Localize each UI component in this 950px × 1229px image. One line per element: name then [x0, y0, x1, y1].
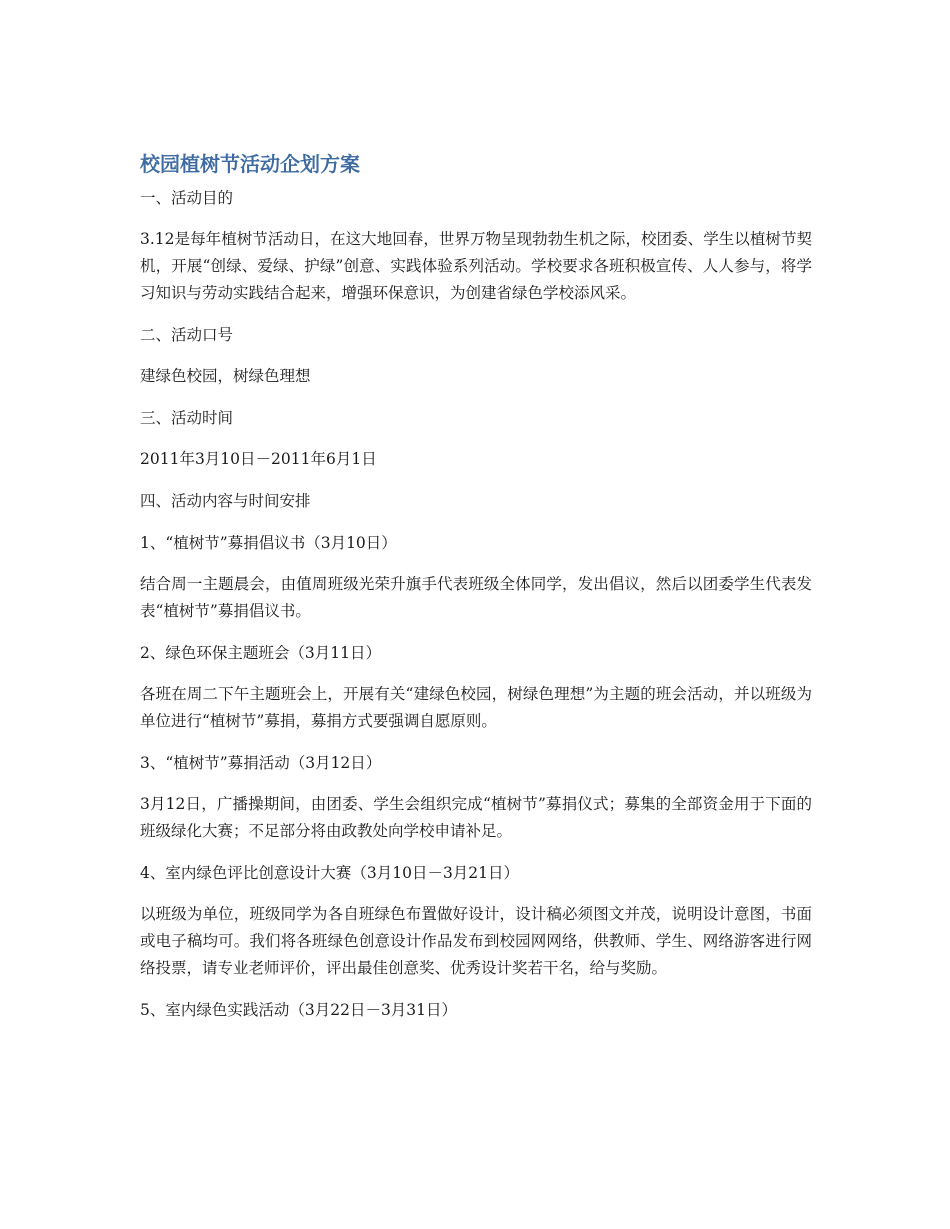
- paragraph-purpose: 3.12是每年植树节活动日，在这大地回春，世界万物呈现勃勃生机之际，校团委、学生以植树节契机，开展“创绿、爱绿、护绿”创意、实践体验系列活动。学校要求各班积极宣传、人人参与，将学习知识与劳动实践结合起来，增强环保意识，为创建省绿色学校添风采。: [140, 230, 812, 302]
- paragraph-time: 2011年3月10日－2011年6月1日: [140, 450, 377, 468]
- item-paragraph-2: 各班在周二下午主题班会上，开展有关“建绿色校园，树绿色理想”为主题的班会活动，并以班级为单位进行“植树节”募捐，募捐方式要强调自愿原则。: [140, 685, 812, 730]
- document-page: [140, 148, 812, 1038]
- section-heading-time: 三、活动时间: [140, 409, 234, 427]
- item-paragraph-4: 以班级为单位，班级同学为各自班绿色布置做好设计，设计稿必须图文并茂，说明设计意图，书面或电子稿均可。我们将各班绿色创意设计作品发布到校园网网络，供教师、学生、网络游客进行网络投票，请专业老师评价，评出最佳创意奖、优秀设计奖若干名，给与奖励。: [140, 905, 812, 977]
- item-heading-3: 3、“植树节”募捐活动（3月12日）: [140, 754, 382, 772]
- section-heading-slogan: 二、活动口号: [140, 326, 234, 344]
- paragraph-slogan: 建绿色校园，树绿色理想: [140, 367, 311, 385]
- section-heading-purpose: 一、活动目的: [140, 189, 234, 207]
- item-heading-1: 1、“植树节”募捐倡议书（3月10日）: [140, 534, 397, 552]
- section-heading-content: 四、活动内容与时间安排: [140, 492, 311, 510]
- item-paragraph-1: 结合周一主题晨会，由值周班级光荣升旗手代表班级全体同学，发出倡议，然后以团委学生代表发表“植树节”募捐倡议书。: [140, 575, 812, 620]
- item-heading-4: 4、室内绿色评比创意设计大赛（3月10日－3月21日）: [140, 864, 520, 882]
- item-heading-2: 2、绿色环保主题班会（3月11日）: [140, 644, 381, 662]
- item-heading-5: 5、室内绿色实践活动（3月22日－3月31日）: [140, 1001, 458, 1019]
- document-title: 校园植树节活动企划方案: [140, 152, 360, 176]
- item-paragraph-3: 3月12日，广播操期间，由团委、学生会组织完成“植树节”募捐仪式；募集的全部资金用于下面的班级绿化大赛；不足部分将由政教处向学校申请补足。: [140, 795, 812, 840]
